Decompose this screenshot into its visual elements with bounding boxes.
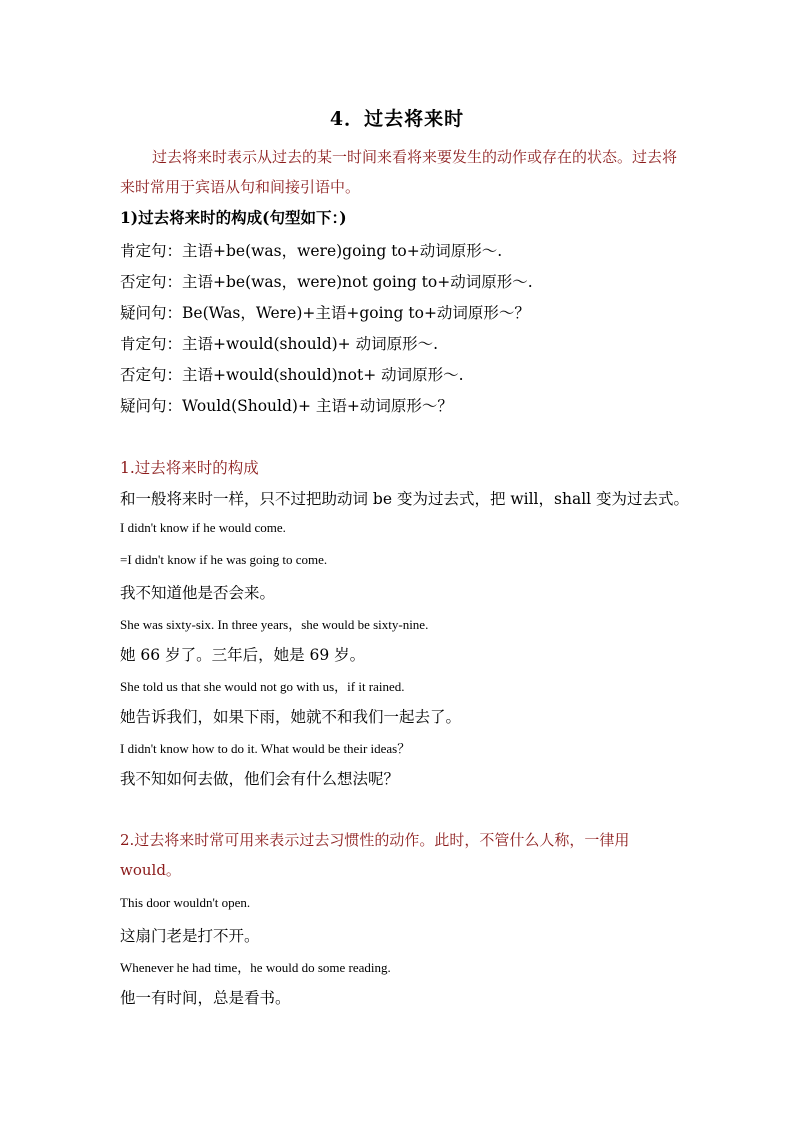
- example-english: =I didn't know if he was going to come.: [120, 552, 328, 567]
- structure-line: 疑问句：Be(Was，Were)+主语+going to+动词原形～？: [120, 304, 530, 322]
- page-title: 4．过去将来时: [329, 108, 465, 130]
- example-chinese: 我不知如何去做，他们会有什么想法呢？: [120, 770, 400, 788]
- structure-line: 疑问句：Would(Should)+ 主语+动词原形～？: [120, 397, 453, 415]
- structure-line: 肯定句：主语+would(should)+ 动词原形～.: [120, 335, 439, 353]
- example-english: Whenever he had time，he would do some reading.: [120, 960, 391, 975]
- example-chinese: 他一有时间，总是看书。: [120, 989, 291, 1007]
- intro-paragraph: 过去将来时表示从过去的某一时间来看将来要发生的动作或存在的状态。过去将来时常用于宾语从句和间接引语中。: [120, 148, 678, 196]
- example-english: She was sixty-six. In three years，she would be sixty-nine.: [120, 617, 429, 632]
- example-chinese: 这扇门老是打不开。: [120, 927, 260, 945]
- section2-heading: 2.过去将来时常可用来表示过去习惯性的动作。此时，不管什么人称，一律用 would。: [120, 831, 630, 879]
- example-chinese: 我不知道他是否会来。: [120, 584, 276, 602]
- example-english: I didn't know how to do it. What would be their ideas？: [120, 741, 411, 756]
- section1-heading: 1.过去将来时的构成: [120, 459, 259, 477]
- example-english: She told us that she would not go with us，if it rained.: [120, 679, 405, 694]
- example-chinese: 她 66 岁了。三年后，她是 69 岁。: [120, 646, 366, 664]
- example-chinese: 她告诉我们，如果下雨，她就不和我们一起去了。: [120, 708, 462, 726]
- structure-line: 否定句：主语+be(was，were)not going to+动词原形～.: [120, 273, 533, 291]
- section1-description: 和一般将来时一样，只不过把助动词 be 变为过去式，把 will，shall 变为过去式。: [120, 490, 690, 508]
- example-english: I didn't know if he would come.: [120, 520, 286, 535]
- structure-line: 肯定句：主语+be(was，were)going to+动词原形～.: [120, 242, 503, 260]
- structure-line: 否定句：主语+would(should)not+ 动词原形～.: [120, 366, 464, 384]
- structure-heading: 1)过去将来时的构成(句型如下：): [120, 208, 347, 227]
- example-english: This door wouldn't open.: [120, 895, 251, 910]
